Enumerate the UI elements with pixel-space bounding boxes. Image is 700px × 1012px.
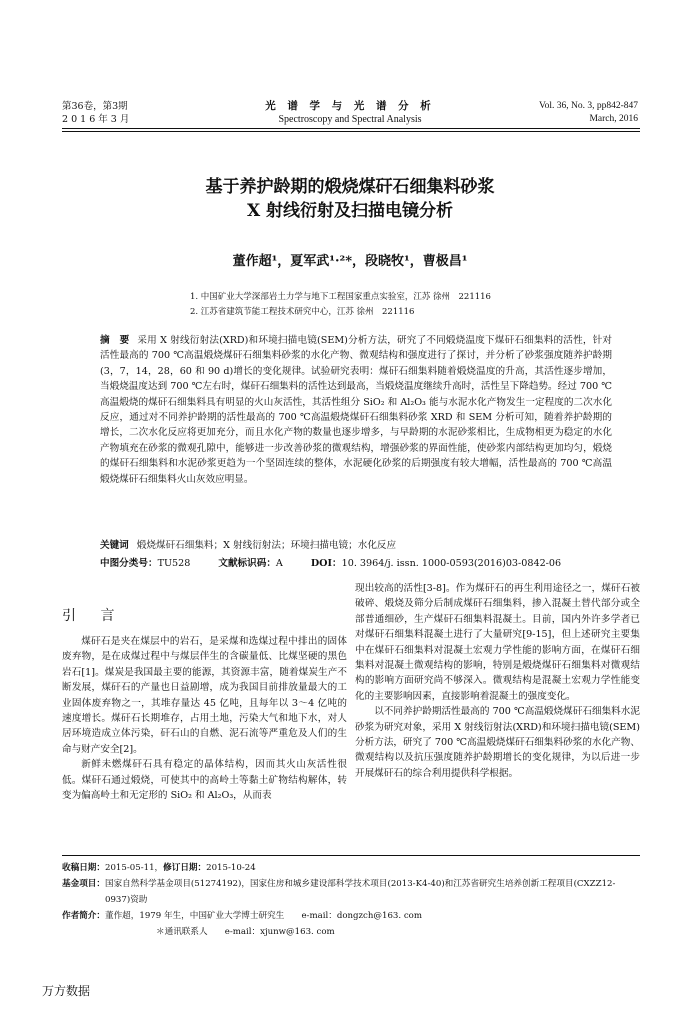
journal-name-cn: 光 谱 学 与 光 谱 分 析: [265, 100, 435, 112]
doi-label: DOI：: [310, 558, 342, 569]
author-list: 董作超¹，夏军武¹·²*，段晓牧¹，曹极昌¹: [232, 254, 468, 269]
abstract: [100, 333, 612, 487]
doc-code-label: 文献标识码：: [218, 558, 276, 569]
author-bio-label: 作者简介：: [62, 911, 105, 921]
publication-date: 2 0 1 6 年 3 月: [62, 114, 130, 125]
doi-value: 10. 3964/j. issn. 1000-0593(2016)03-0842-06: [341, 558, 562, 569]
corresponding-author: ＊通讯联系人 e-mail：xjunw@163. com: [156, 927, 335, 937]
paper-title-line-2: X 射线衍射及扫描电镜分析: [246, 201, 454, 221]
paragraph: 煤矸石是夹在煤层中的岩石，是采煤和选煤过程中排出的固体废弃物，是在成煤过程中与煤层伴生的含碳量低、比煤坚硬的黑色岩石[1]。煤炭是我国最主要的能源，其资源丰富，随着煤炭生产不断发展，煤矸石的产量也日益剧增，成为我国目前排放量最大的工业固体废弃物之一，其堆存量达 45 亿吨，且每年以 3～4 亿吨的速度增长。煤矸石长期堆存，占用土地，污染大气和地下水，对人居环境造成立体污染，矸石山的自燃、泥石流等严重危及人们的生命与财产安全[2]。: [62, 636, 347, 755]
revised-value: 2015-10-24: [206, 863, 256, 873]
fund-label: 基金项目：: [62, 879, 105, 889]
fund-value: 国家自然科学基金项目(51274192)，国家住房和城乡建设部科学技术项目(2013-K4-40)和江苏省研究生培养创新工程项目(CXZZ12-0937)资助: [104, 879, 616, 905]
body-column-right: [355, 581, 640, 781]
doc-code-value: A: [275, 558, 283, 569]
revised-label: 修订日期：: [163, 863, 207, 873]
volume-pages-en: Vol. 36, No. 3, pp842-847: [538, 101, 638, 111]
fund-note: [62, 876, 640, 908]
body-column-left: [62, 634, 347, 803]
paragraph: 现出较高的活性[3-8]。作为煤矸石的再生利用途径之一，煤矸石被破碎、煅烧及筛分后制成煤矸石细集料，掺入混凝土替代部分或全部普通细砂，生产煤矸石细集料混凝土。目前，国内外许多学者已对煤矸石细集料混凝土进行了大量研究[9-15]，但上述研究主要集中在煤矸石细集料对混凝土宏观力学性能的影响方面，在煤矸石细集料对混凝土微观结构的影响，特别是煅烧煤矸石细集料对微观结构的影响方面研究尚不够深入。微观结构是混凝土宏观力学性能变化的主要影响因素，直接影响着混凝土的强度变化。: [355, 583, 640, 702]
paragraph: 新鲜未燃煤矸石具有稳定的晶体结构，因而其火山灰活性很低。煤矸石通过煅烧，可使其中的高岭土等黏土矿物结构解体，转变为偏高岭土和无定形的 SiO₂ 和 Al₂O₃，从而表: [62, 759, 347, 802]
clc-label: 中图分类号：: [100, 558, 158, 569]
affiliation-1: 1. 中国矿业大学深部岩土力学与地下工程国家重点实验室，江苏 徐州 221116: [190, 292, 491, 302]
received-label: 收稿日期：: [62, 863, 105, 873]
clc-value: TU528: [157, 558, 191, 569]
keywords-label: 关键词: [100, 540, 129, 551]
footnotes: [62, 860, 640, 940]
header-rule: [62, 128, 640, 129]
paragraph: 以不同养护龄期活性最高的 700 ℃高温煅烧煤矸石细集料水泥砂浆为研究对象，采用 X 射线衍射法(XRD)和环境扫描电镜(SEM)分析方法，研究了 700 ℃高温煅烧煤矸石细集料砂浆的水化产物、微观结构以及抗压强度随养护龄期增长的变化规律，为以后进一步开展煤矸石的综合利用提供科学根据。: [355, 706, 640, 779]
paper-title-line-1: 基于养护龄期的煅烧煤矸石细集料砂浆: [205, 177, 495, 197]
keywords-text: 煅烧煤矸石细集料；X 射线衍射法；环境扫描电镜；水化反应: [136, 540, 397, 551]
received-value: 2015-05-11，: [104, 863, 164, 873]
author-bio-value: 董作超，1979 年生，中国矿业大学博士研究生 e-mail：dongzch@163. com: [104, 911, 422, 921]
section-heading-introduction: 引 言: [62, 608, 125, 624]
keywords: [100, 538, 620, 553]
volume-issue: 第36卷，第3期: [62, 101, 128, 112]
publication-date-en: March, 2016: [589, 114, 638, 124]
affiliation-2: 2. 江苏省建筑节能工程技术研究中心，江苏 徐州 221116: [190, 307, 415, 317]
journal-name-en: Spectroscopy and Spectral Analysis: [278, 114, 422, 125]
running-header-right: [539, 100, 638, 126]
watermark-text: 万方数据: [42, 984, 91, 998]
abstract-label: 摘 要: [100, 335, 130, 346]
classification-line: [100, 555, 620, 569]
abstract-text: 采用 X 射线衍射法(XRD)和环境扫描电镜(SEM)分析方法，研究了不同煅烧温度下煤矸石细集料的活性，针对活性最高的 700 ℃高温煅烧煤矸石细集料砂浆的水化产物、微观结构和强度进行了探讨，并分析了砂浆强度随养护龄期(3，7，14，28，60 和 90 d)增长的变化规律。试验研究表明：煤矸石细集料随着煅烧温度的升高，其活性逐步增加，当煅烧温度达到 700 ℃左右时，煤矸石细集料的活性达到最高，当煅烧温度继续升高时，活性呈下降趋势。经过 700 ℃高温煅烧的煤矸石细集料具有明显的火山灰活性，其活性组分 SiO₂ 和 Al₂O₃ 能与水泥水化产物发生一定程度的二次水化反应，通过对不同养护龄期的活性最高的 700 ℃高温煅烧煤矸石细集料砂浆 XRD 和 SEM 分析可知，随着养护龄期的增长，二次水化反应将更加充分，而且水化产物的数量也逐步增多，与早龄期的水泥砂浆相比，生成物相更为稳定的水化产物填充在砂浆的微观孔隙中，能够进一步改善砂浆的微观结构，增强砂浆的界面性能，使砂浆内部结构更加均匀，煅烧的煤矸石细集料和水泥砂浆更趋为一个坚固连续的整体，水泥硬化砂浆的后期强度有较大增幅，活性最高的 700 ℃高温煅烧煤矸石细集料火山灰效应明显。: [100, 335, 613, 485]
author-bio: [62, 908, 640, 924]
footnote-rule: [62, 855, 640, 856]
header-rule-thin: [62, 131, 640, 132]
received-dates: [62, 860, 640, 876]
